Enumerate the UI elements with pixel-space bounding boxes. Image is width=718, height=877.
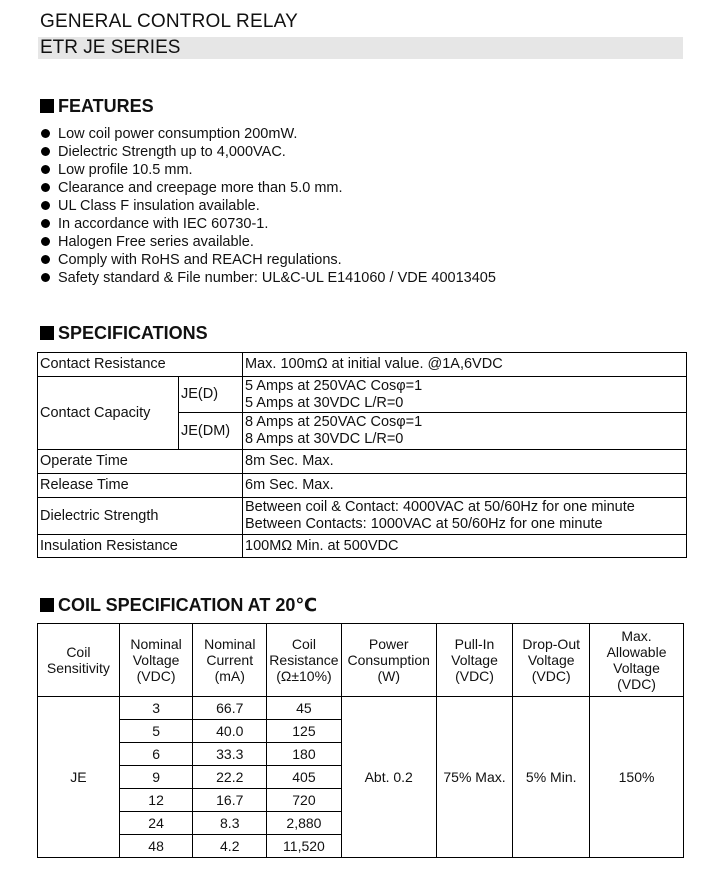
sensitivity-cell: JE xyxy=(38,697,120,858)
header-line: Power xyxy=(368,636,409,652)
feature-item: Clearance and creepage more than 5.0 mm. xyxy=(40,179,496,197)
col-header-nominal-voltage xyxy=(119,624,193,697)
spec-value: 100MΩ Min. at 500VDC xyxy=(243,535,687,558)
spec-label: Release Time xyxy=(38,474,243,498)
table-row xyxy=(38,353,687,377)
spec-value xyxy=(243,377,687,413)
col-header-power-consumption xyxy=(341,624,436,697)
table-row xyxy=(38,535,687,558)
specifications-heading xyxy=(40,323,208,344)
header-line: Coil xyxy=(291,636,316,652)
table-cell: 16.7 xyxy=(193,789,267,812)
table-header-row xyxy=(38,624,684,697)
feature-item: Low profile 10.5 mm. xyxy=(40,161,496,179)
table-row xyxy=(38,450,687,474)
spec-sublabel: JE(DM) xyxy=(179,413,243,450)
power-consumption-cell: Abt. 0.2 xyxy=(341,697,436,858)
square-bullet-icon xyxy=(40,598,54,612)
header-line: Max. xyxy=(621,628,652,644)
table-cell: 125 xyxy=(267,720,342,743)
features-heading xyxy=(40,96,154,117)
header-line: Voltage xyxy=(132,652,180,668)
table-cell: 2,880 xyxy=(267,812,342,835)
header-line: Coil xyxy=(66,644,91,660)
header-line: Consumption xyxy=(347,652,430,668)
table-cell: 48 xyxy=(119,835,193,858)
col-header-nominal-current xyxy=(193,624,267,697)
feature-item: Low coil power consumption 200mW. xyxy=(40,125,496,143)
spec-value: 6m Sec. Max. xyxy=(243,474,687,498)
header-line: Allowable xyxy=(606,644,667,660)
header-line: Pull-In xyxy=(454,636,495,652)
coil-spec-heading-text: COIL SPECIFICATION AT 20℃ xyxy=(58,595,318,615)
feature-item: Comply with RoHS and REACH regulations. xyxy=(40,251,496,269)
table-cell: 66.7 xyxy=(193,697,267,720)
table-cell: 40.0 xyxy=(193,720,267,743)
specifications-heading-text: SPECIFICATIONS xyxy=(58,323,208,343)
spec-value-line: 5 Amps at 30VDC L/R=0 xyxy=(245,394,404,411)
table-cell: 12 xyxy=(119,789,193,812)
features-list xyxy=(40,125,496,287)
header-line: Voltage xyxy=(451,652,498,668)
table-cell: 9 xyxy=(119,766,193,789)
table-cell: 22.2 xyxy=(193,766,267,789)
max-allowable-cell: 150% xyxy=(590,697,684,858)
series-title: ETR JE SERIES xyxy=(38,37,683,59)
header-line: Current xyxy=(206,652,254,668)
header-line: Drop-Out xyxy=(522,636,580,652)
col-header-coil-resistance xyxy=(267,624,342,697)
spec-value-line: 5 Amps at 250VAC Cosφ=1 xyxy=(245,377,423,394)
table-cell: 720 xyxy=(267,789,342,812)
table-row xyxy=(38,377,687,413)
spec-value: 8m Sec. Max. xyxy=(243,450,687,474)
header-line: (VDC) xyxy=(455,668,494,684)
coil-spec-table xyxy=(37,623,684,858)
col-header-pull-in xyxy=(436,624,513,697)
pull-in-cell: 75% Max. xyxy=(436,697,513,858)
spec-value-line: 8 Amps at 30VDC L/R=0 xyxy=(245,431,404,447)
spec-value-line: 8 Amps at 250VAC Cosφ=1 xyxy=(245,414,423,430)
feature-item: Safety standard & File number: UL&C-UL E141060 / VDE 40013405 xyxy=(40,269,496,287)
table-cell: 45 xyxy=(267,697,342,720)
spec-value: Max. 100mΩ at initial value. @1A,6VDC xyxy=(243,353,687,377)
table-cell: 24 xyxy=(119,812,193,835)
spec-label: Insulation Resistance xyxy=(38,535,243,558)
spec-value xyxy=(243,498,687,535)
header-line: (W) xyxy=(377,668,400,684)
spec-label: Dielectric Strength xyxy=(38,498,243,535)
table-row xyxy=(38,697,684,720)
table-cell: 8.3 xyxy=(193,812,267,835)
feature-item: UL Class F insulation available. xyxy=(40,197,496,215)
col-header-drop-out xyxy=(513,624,590,697)
header-line: (VDC) xyxy=(617,676,656,692)
header-line: (VDC) xyxy=(531,668,571,684)
table-cell: 5 xyxy=(119,720,193,743)
header-line: (VDC) xyxy=(136,668,176,684)
spec-value xyxy=(243,413,687,450)
spec-label: Contact Resistance xyxy=(38,353,243,377)
header-line: Nominal xyxy=(204,636,256,652)
table-cell: 405 xyxy=(267,766,342,789)
header-line: Voltage xyxy=(613,660,660,676)
col-header-max-allowable xyxy=(590,624,684,697)
table-cell: 4.2 xyxy=(193,835,267,858)
table-cell: 3 xyxy=(119,697,193,720)
square-bullet-icon xyxy=(40,99,54,113)
header-line: (Ω±10%) xyxy=(276,668,332,684)
specifications-table xyxy=(37,352,687,558)
header-line: Sensitivity xyxy=(46,660,110,676)
table-cell: 6 xyxy=(119,743,193,766)
feature-item: Dielectric Strength up to 4,000VAC. xyxy=(40,143,496,161)
coil-spec-heading xyxy=(40,595,317,616)
spec-value-line: Between coil & Contact: 4000VAC at 50/60Hz for one minute xyxy=(245,499,635,515)
table-row xyxy=(38,474,687,498)
table-cell: 33.3 xyxy=(193,743,267,766)
drop-out-cell: 5% Min. xyxy=(513,697,590,858)
header-line: (mA) xyxy=(214,668,245,684)
col-header-sensitivity xyxy=(38,624,120,697)
spec-label: Contact Capacity xyxy=(38,377,179,450)
header-line: Nominal xyxy=(130,636,182,652)
document-title: GENERAL CONTROL RELAY xyxy=(40,11,298,32)
header-line: Resistance xyxy=(269,652,339,668)
spec-label: Operate Time xyxy=(38,450,243,474)
spec-sublabel: JE(D) xyxy=(179,377,243,413)
table-cell: 11,520 xyxy=(267,835,342,858)
spec-value-line: Between Contacts: 1000VAC at 50/60Hz for one minute xyxy=(245,516,603,532)
table-row xyxy=(38,498,687,535)
square-bullet-icon xyxy=(40,326,54,340)
features-heading-text: FEATURES xyxy=(58,96,154,116)
table-cell: 180 xyxy=(267,743,342,766)
header-line: Voltage xyxy=(527,652,575,668)
feature-item: Halogen Free series available. xyxy=(40,233,496,251)
feature-item: In accordance with IEC 60730-1. xyxy=(40,215,496,233)
